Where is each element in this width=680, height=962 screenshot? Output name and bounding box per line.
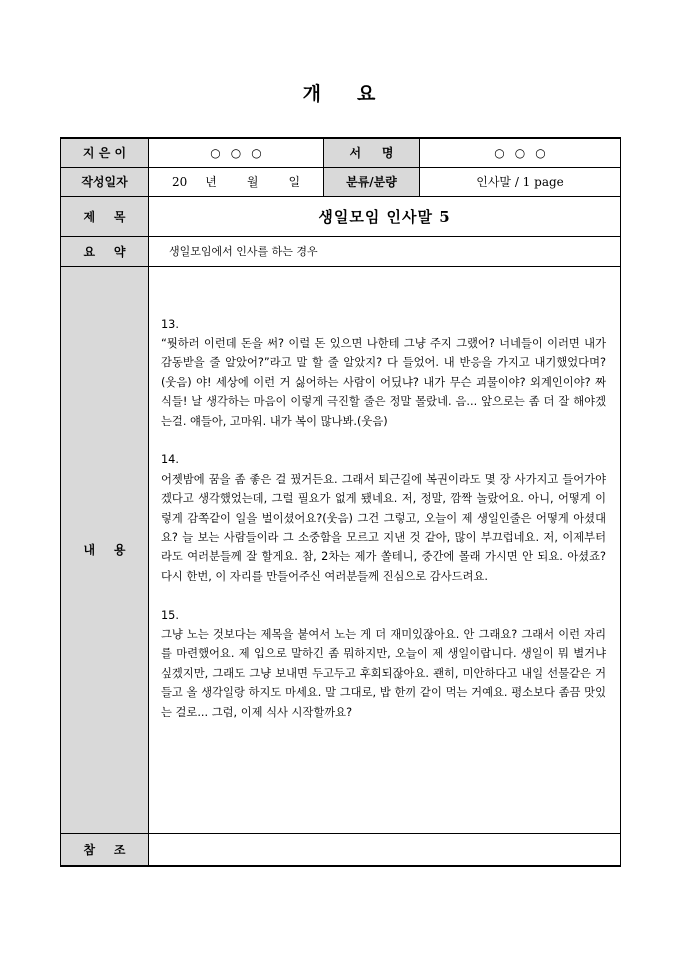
content-body	[149, 267, 620, 762]
content-label: 내 용	[61, 266, 149, 833]
paragraph-number: 14.	[161, 453, 179, 467]
document-title	[0, 79, 680, 106]
title-part-1: 개	[302, 83, 323, 105]
title-part-2: 요	[357, 83, 378, 105]
paragraph-text: 어젯밤에 꿈을 좀 좋은 걸 꿨거든요. 그래서 퇴근길에 복권이라도 몇 장 사가지고 들어가야겠다고 생각했었는데, 그럴 필요가 없게 됐네요. 저, 정말, 깜짝 놀랐어요. 아니, 어떻게 이렇게 감쪽같이 일을 벌이셨어요?(웃음) 그건 그렇고, 오늘이 제 생일인줄은 어떻게 아셨대요? 늘 보는 사람들이라 그 소중함을 모르고 지낸 것 같아, 많이 부끄럽네요. 저, 이제부터라도 여러분들께 잘 할게요. 참, 2차는 제가 쏠테니, 중간에 몰래 가시면 안 되요. 아셨죠? 다시 한번, 이 자리를 만들어주신 여러분들께 진심으로 감사드려요.	[161, 472, 606, 583]
content-cell	[149, 266, 621, 833]
summary-form-table	[60, 137, 621, 867]
author-value: ○ ○ ○	[149, 138, 324, 167]
paragraph-text: 그냥 노는 것보다는 제목을 붙여서 노는 게 더 재미있잖아요. 안 그래요? 그래서 이런 자리를 마련했어요. 제 입으로 말하긴 좀 뭐하지만, 오늘이 제 생일이랍니다. 생일이 뭐 별거냐 싶겠지만, 그래도 그냥 보내면 두고두고 후회되잖아요. 괜히, 미안하다고 내일 선물같은 거 들고 올 생각일랑 하지도 마세요. 말 그대로, 밥 한끼 같이 먹는 거예요. 평소보다 좀끔 맛있는 걸로... 그럼, 이제 식사 시작할까요?	[161, 627, 606, 719]
reference-value	[149, 833, 621, 866]
greeting-paragraph	[161, 450, 606, 586]
category-label: 분류/분량	[324, 167, 420, 196]
summary-value: 생일모임에서 인사를 하는 경우	[149, 236, 621, 266]
paragraph-text: “뭣하러 이런데 돈을 써? 이럴 돈 있으면 나한테 그냥 주지 그랬어? 너네들이 이러면 내가 감동받을 줄 알았어?”라고 말 할 줄 알았지? 다 들었어. 내 반응을 가지고 내기했었다며?(웃음) 야! 세상에 이런 거 싫어하는 사람이 어딨냐? 내가 무슨 괴물이야? 외계인이야? 짜식들! 날 생각하는 마음이 이렇게 극진할 줄은 정말 몰랐네. 음... 앞으로는 좀 더 잘 해야겠는걸. 얘들아, 고마워. 내가 복이 많나봐.(웃음)	[161, 336, 606, 428]
greeting-paragraph	[161, 315, 606, 431]
paragraph-number: 13.	[161, 317, 179, 331]
date-value: 20 년 월 일	[149, 167, 324, 196]
paragraph-number: 15.	[161, 608, 179, 622]
author-label: 지 은 이	[61, 138, 149, 167]
summary-label: 요 약	[61, 236, 149, 266]
subject-value: 생일모임 인사말 5	[149, 196, 621, 236]
signature-value: ○ ○ ○	[420, 138, 621, 167]
greeting-paragraph	[161, 606, 606, 722]
date-label: 작성일자	[61, 167, 149, 196]
signature-label: 서 명	[324, 138, 420, 167]
subject-label: 제 목	[61, 196, 149, 236]
reference-label: 참 조	[61, 833, 149, 866]
category-value: 인사말 / 1 page	[420, 167, 621, 196]
